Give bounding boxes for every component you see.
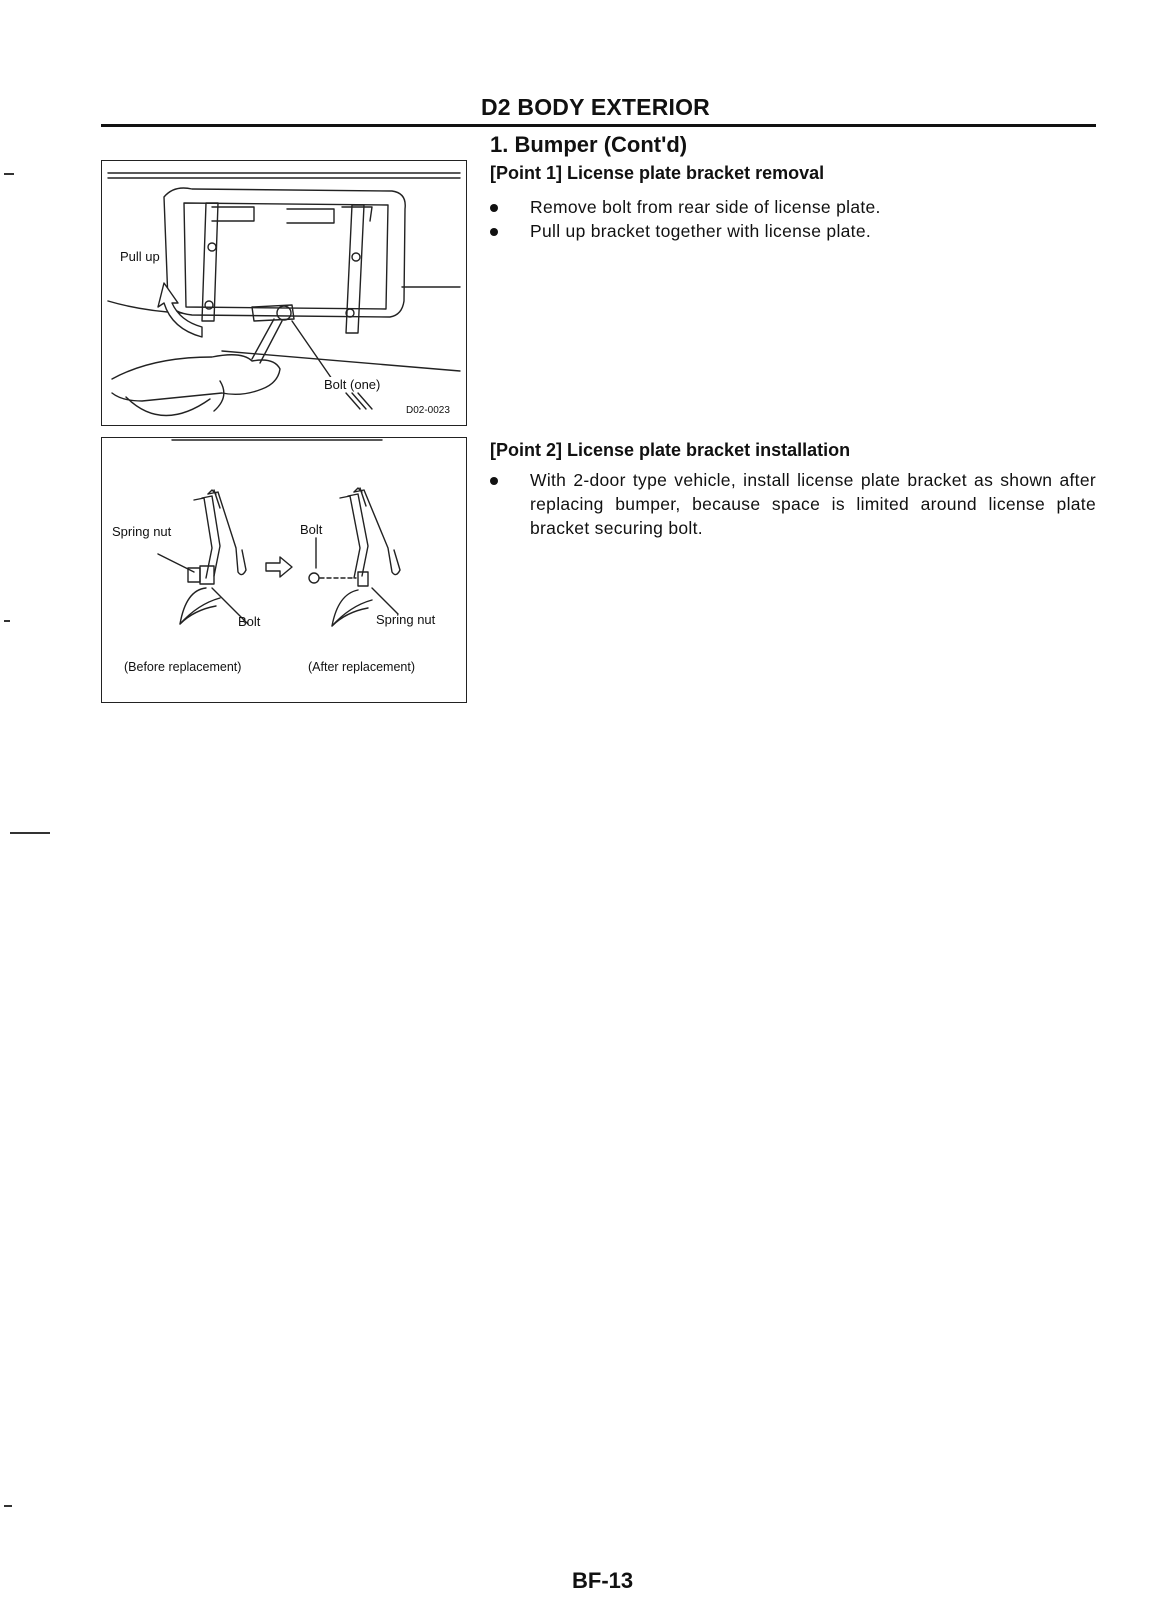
list-item	[490, 219, 1096, 243]
point2-bullet-list	[490, 468, 1096, 540]
bullet-text: Pull up bracket together with license plate.	[530, 221, 872, 241]
bullet-text: Remove bolt from rear side of license plate.	[530, 197, 881, 217]
figure-bracket-installation	[101, 437, 467, 703]
spring-nut-right-label: Spring nut	[376, 612, 436, 627]
page-number: BF-13	[572, 1568, 634, 1593]
point2-heading: [Point 2] License plate bracket installation	[490, 440, 851, 460]
spring-nut-left-label: Spring nut	[112, 524, 172, 539]
bolt-top-label: Bolt	[300, 522, 323, 537]
list-item	[490, 468, 1096, 540]
license-plate-removal-illustration	[102, 161, 466, 425]
bolt-bottom-label: Bolt	[238, 614, 261, 629]
margin-mark	[4, 1505, 12, 1507]
subsection-title: 1. Bumper (Cont'd)	[490, 132, 688, 157]
margin-mark	[4, 173, 14, 175]
bolt-one-label: Bolt (one)	[324, 377, 381, 392]
figure-code: D02-0023	[406, 405, 450, 416]
margin-mark	[4, 620, 10, 622]
figure-license-plate-removal	[101, 160, 467, 426]
point1-heading: [Point 1] License plate bracket removal	[490, 163, 825, 183]
bullet-dot-icon	[490, 204, 498, 212]
header-rule	[101, 124, 1096, 127]
caption-after-replacement: (After replacement)	[308, 660, 415, 674]
margin-mark	[10, 832, 50, 834]
point1-bullet-list	[490, 195, 1096, 243]
bullet-dot-icon	[490, 477, 498, 485]
bullet-text: With 2-door type vehicle, install license plate bracket as shown after replacing bumper, because space is limited around license plate bracket securing bolt.	[530, 470, 1096, 538]
section-title: D2 BODY EXTERIOR	[481, 94, 710, 120]
pull-up-label: Pull up	[120, 249, 160, 264]
bullet-dot-icon	[490, 228, 498, 236]
list-item	[490, 195, 1096, 219]
caption-before-replacement: (Before replacement)	[124, 660, 242, 674]
